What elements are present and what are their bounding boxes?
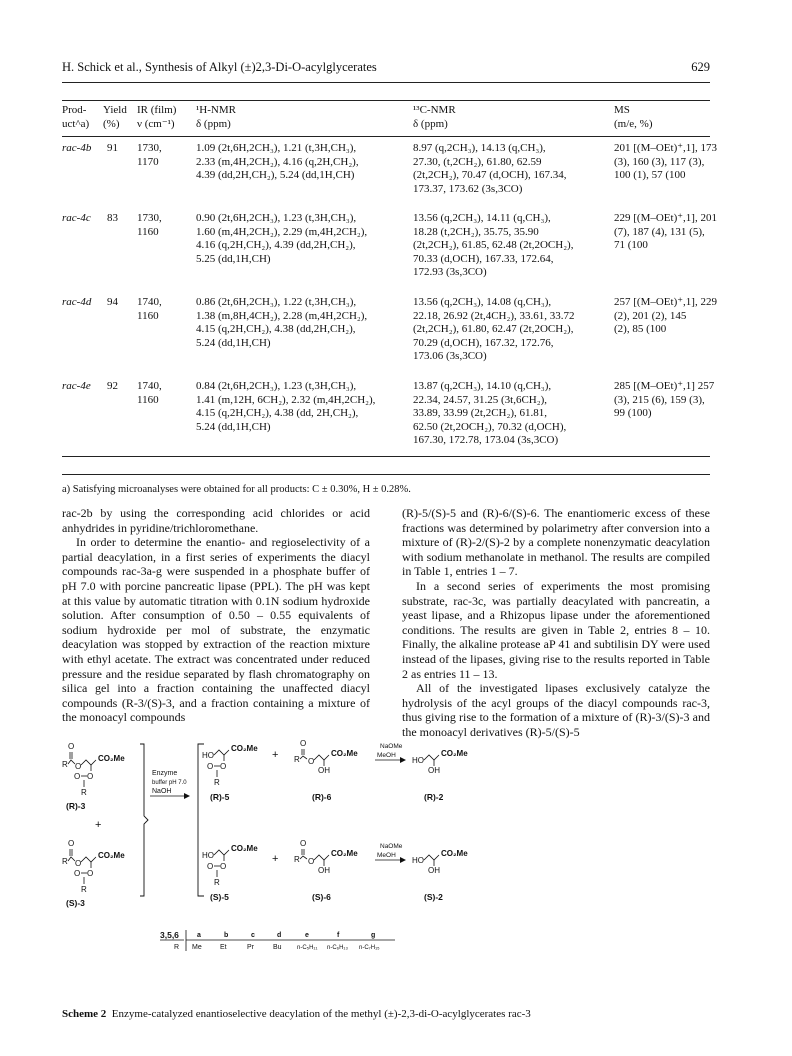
svg-text:R: R	[294, 855, 300, 864]
product-cell: rac-4d	[62, 296, 92, 308]
svg-text:+: +	[95, 819, 102, 831]
svg-text:HO: HO	[202, 851, 214, 860]
substituent-key	[160, 930, 395, 951]
arrow-head	[400, 857, 406, 863]
header-ms: MS (m/e, %)	[614, 104, 653, 130]
svg-text:n-C₆H₁₃: n-C₆H₁₃	[327, 945, 348, 951]
ms-cell: 257 [(M–OEt)⁺,1], 229 (2), 201 (2), 145 (2), 85 (100	[614, 296, 717, 335]
body-column-right	[402, 506, 710, 740]
svg-text:NaOH: NaOH	[152, 788, 172, 795]
svg-text:O: O	[68, 742, 75, 751]
svg-text:CO₂Me: CO₂Me	[441, 749, 468, 758]
svg-text:3,5,6: 3,5,6	[160, 930, 179, 940]
table-bottom-rule	[62, 456, 710, 457]
svg-text:MeOH: MeOH	[377, 752, 396, 759]
svg-text:Pr: Pr	[247, 944, 254, 951]
header-cnmr: ¹³C-NMR δ (ppm)	[413, 104, 456, 130]
cnmr-cell: 8.97 (q,2CH₃), 14.13 (q,CH₃), 27.30, (t,2CH₂), 61.80, 62.59 (2t,2CH₂), 70.47 (d,OCH), 167.34, 173.37, 173.62 (3s,3CO)	[413, 142, 567, 195]
header-ir: IR (film) ν (cm⁻¹)	[137, 104, 177, 130]
scheme-caption	[62, 1008, 531, 1020]
hnmr-cell: 0.90 (2t,6H,2CH₃), 1.23 (t,3H,CH₃), 1.60 (m,4H,2CH₂), 2.29 (m,4H,2CH₂), 4.16 (q,2H,CH₂), 4.39 (dd,2H,CH₂), 5.25 (dd,1H,CH)	[196, 212, 368, 265]
svg-text:NaOMe: NaOMe	[380, 743, 403, 750]
svg-text:OH: OH	[428, 866, 440, 875]
cnmr-cell: 13.56 (q,2CH₃), 14.08 (q,CH₃), 22.18, 26.92 (2t,4CH₂), 33.61, 33.72 (2t,2CH₂), 61.80, 62.47 (2t,2OCH₂), 70.29 (d,OCH), 167.32, 172.76, 173.06 (3s,3CO)	[413, 296, 575, 362]
ir-cell: 1740, 1160	[137, 296, 162, 322]
svg-text:NaOMe: NaOMe	[380, 843, 403, 850]
svg-text:CO₂Me: CO₂Me	[331, 749, 358, 758]
running-header	[62, 60, 710, 78]
compound-s5	[202, 844, 258, 902]
svg-text:CO₂Me: CO₂Me	[231, 844, 258, 853]
svg-text:O: O	[207, 862, 214, 871]
svg-text:+: +	[272, 749, 279, 761]
reaction-scheme	[62, 740, 582, 1005]
svg-text:O: O	[300, 839, 307, 848]
product-cell: rac-4c	[62, 212, 91, 224]
svg-text:buffer pH 7.0: buffer pH 7.0	[152, 780, 187, 786]
svg-text:O: O	[68, 839, 75, 848]
svg-text:O: O	[87, 869, 94, 878]
svg-text:Bu: Bu	[273, 944, 282, 951]
paragraph: All of the investigated lipases exclusively catalyze the hydrolysis of the acyl groups of the diacyl compounds rac-3, thus giving rise to the formation of a mixture of (R)-3/(S)-3 and the monoacyl derivatives (R)-5/(S)-5	[402, 681, 710, 739]
svg-text:R: R	[214, 778, 220, 787]
svg-text:CO₂Me: CO₂Me	[441, 849, 468, 858]
svg-text:R: R	[214, 878, 220, 887]
svg-text:CO₂Me: CO₂Me	[98, 851, 125, 860]
svg-text:f: f	[337, 932, 340, 939]
svg-text:CO₂Me: CO₂Me	[331, 849, 358, 858]
compound-s2	[412, 849, 468, 902]
svg-text:R: R	[62, 857, 68, 866]
label-s5: (S)-5	[210, 892, 229, 902]
ir-cell: 1740, 1160	[137, 380, 162, 406]
yield-cell: 83	[107, 212, 118, 224]
svg-text:+: +	[272, 853, 279, 865]
svg-text:Me: Me	[192, 944, 202, 951]
svg-text:O: O	[308, 857, 315, 866]
table-header-rule	[62, 136, 710, 137]
svg-text:g: g	[371, 932, 376, 939]
left-brace	[140, 744, 148, 896]
label-s6: (S)-6	[312, 892, 331, 902]
caption-text: Enzyme-catalyzed enantioselective deacylation of the methyl (±)-2,3-di-O-acylglycerates rac-3	[111, 1008, 531, 1020]
label-r3: (R)-3	[66, 801, 86, 811]
svg-text:O: O	[87, 772, 94, 781]
caption-label: Scheme 2	[62, 1008, 107, 1020]
header-hnmr: ¹H-NMR δ (ppm)	[196, 104, 236, 130]
table-footnote: a) Satisfying microanalyses were obtained for all products: C ± 0.30%, H ± 0.28%.	[62, 484, 411, 495]
svg-text:c: c	[251, 932, 255, 939]
compound-r5	[202, 744, 258, 802]
page-number: 629	[691, 60, 710, 74]
ms-cell: 201 [(M–OEt)⁺,1], 173 (3), 160 (3), 117 (3), 100 (1), 57 (100	[614, 142, 717, 181]
compound-r3	[62, 742, 125, 811]
label-r2: (R)-2	[424, 792, 444, 802]
paragraph: (R)-5/(S)-5 and (R)-6/(S)-6. The enantiomeric excess of these fractions was determined by polarimetry after conversion into a mixture of (R)-2/(S)-2 by a complete nonenzymatic deacylation with sodium methanolate in methanol. The results are compiled in Table 1, entries 1 – 7.	[402, 506, 710, 579]
header-product: Prod- uct^a)	[62, 104, 90, 130]
svg-text:e: e	[305, 932, 309, 939]
yield-cell: 94	[107, 296, 118, 308]
compound-s3	[62, 839, 125, 908]
right-bracket	[198, 744, 204, 896]
compound-s6	[294, 839, 358, 902]
product-cell: rac-4b	[62, 142, 92, 154]
svg-text:R: R	[294, 755, 300, 764]
compound-r6	[294, 740, 358, 802]
label-r6: (R)-6	[312, 792, 332, 802]
svg-text:MeOH: MeOH	[377, 852, 396, 859]
svg-text:O: O	[75, 859, 82, 868]
svg-text:HO: HO	[412, 756, 424, 765]
header-yield: Yield (%)	[103, 104, 127, 130]
cnmr-cell: 13.87 (q,2CH₃), 14.10 (q,CH₃), 22.34, 24.57, 31.25 (3t,6CH₂), 33.89, 33.99 (2t,2CH₂), 61.81, 62.50 (2t,2OCH₂), 70.32 (d,OCH), 167.30, 172.78, 173.04 (3s,3CO)	[413, 380, 567, 446]
header-rule	[62, 82, 710, 83]
svg-text:O: O	[308, 757, 315, 766]
svg-text:HO: HO	[202, 751, 214, 760]
running-title: H. Schick et al., Synthesis of Alkyl (±)2,3-Di-O-acylglycerates	[62, 60, 377, 74]
ms-cell: 285 [(M–OEt)⁺,1] 257 (3), 215 (6), 159 (3), 99 (100)	[614, 380, 715, 419]
hnmr-cell: 0.84 (2t,6H,2CH₃), 1.23 (t,3H,CH₃), 1.41 (m,12H, 6CH₂), 2.32 (m,4H,2CH₂), 4.15 (q,2H,CH₂), 4.38 (dd, 2H,CH₂), 5.24 (dd,1H,CH)	[196, 380, 376, 433]
paragraph: In a second series of experiments the most promising substrate, rac-3c, was partially deacylated with pancreatin, a yeast lipase, and a Rhizopus lipase under the aforementioned conditions. The results are given in Table 2, entries 8 – 10. Finally, the alkaline protease aP 41 and subtilisin DY were used instead of the lipases, giving rise to the results reported in Table 2 as entries 11 – 13.	[402, 578, 710, 681]
paragraph: rac-2b by using the corresponding acid chlorides or acid anhydrides in pyridine/trichloromethane.	[62, 506, 370, 535]
svg-text:b: b	[224, 932, 229, 939]
svg-text:d: d	[277, 932, 282, 939]
ir-cell: 1730, 1160	[137, 212, 162, 238]
svg-text:R: R	[81, 885, 87, 894]
svg-text:CO₂Me: CO₂Me	[98, 754, 125, 763]
body-column-left	[62, 506, 370, 725]
paragraph: In order to determine the enantio- and regioselectivity of a partial deacylation, in a first series of experiments the diacyl compounds rac-3a-g were suspended in a phosphate buffer of pH 7.0 with porcine pancreatic lipase (PPL). The pH was kept at this value by automatic titration with 0.1N sodium hydroxide solution. After consumption of 0.50 – 0.55 equivalents of sodium hydroxide per mol of substrate, the enzymatic deacylation was stopped by extraction of the reaction mixture with ethyl acetate. The extract was concentrated under reduced pressure and the residue separated by flash chromatography on silica gel into a fraction containing the unaffected diacyl compounds (R-3/(S)-3, and a fraction containing a mixture of the monoacyl compounds	[62, 535, 370, 725]
ir-cell: 1730, 1170	[137, 142, 162, 168]
svg-text:OH: OH	[318, 766, 330, 775]
svg-text:O: O	[220, 862, 227, 871]
svg-text:R: R	[174, 944, 180, 951]
arrow-head	[400, 757, 406, 763]
yield-cell: 92	[107, 380, 118, 392]
svg-text:Enzyme: Enzyme	[152, 770, 178, 777]
table-top-rule	[62, 100, 710, 101]
svg-text:Et: Et	[220, 944, 227, 951]
svg-text:O: O	[300, 740, 307, 748]
svg-text:R: R	[81, 788, 87, 797]
svg-text:CO₂Me: CO₂Me	[231, 744, 258, 753]
hnmr-cell: 0.86 (2t,6H,2CH₃), 1.22 (t,3H,CH₃), 1.38 (m,8H,4CH₂), 2.28 (m,4H,2CH₂), 4.15 (q,2H,CH₂), 4.38 (dd,2H,CH₂), 5.24 (dd,1H,CH)	[196, 296, 368, 349]
svg-text:HO: HO	[412, 856, 424, 865]
compound-r2	[412, 749, 468, 802]
svg-text:O: O	[74, 869, 81, 878]
svg-text:O: O	[207, 762, 214, 771]
ms-cell: 229 [(M–OEt)⁺,1], 201 (7), 187 (4), 131 (5), 71 (100	[614, 212, 717, 251]
yield-cell: 91	[107, 142, 118, 154]
svg-text:a: a	[197, 932, 201, 939]
label-s3: (S)-3	[66, 898, 85, 908]
hnmr-cell: 1.09 (2t,6H,2CH₃), 1.21 (t,3H,CH₃), 2.33 (m,4H,2CH₂), 4.16 (q,2H,CH₂), 4.39 (dd,2H,CH₂), 5.24 (dd,1H,CH)	[196, 142, 359, 181]
svg-text:n-C₇H₁₅: n-C₇H₁₅	[359, 945, 380, 951]
svg-text:n-C₅H₁₁: n-C₅H₁₁	[297, 945, 318, 951]
svg-text:R: R	[62, 760, 68, 769]
svg-text:O: O	[74, 772, 81, 781]
footnote-rule	[62, 474, 710, 475]
svg-text:O: O	[75, 762, 82, 771]
arrow-head	[184, 793, 190, 799]
label-s2: (S)-2	[424, 892, 443, 902]
product-cell: rac-4e	[62, 380, 91, 392]
cnmr-cell: 13.56 (q,2CH₃), 14.11 (q,CH₃), 18.28 (t,2CH₂), 35.75, 35.90 (2t,2CH₂), 61.85, 62.48 (2t,2OCH₂), 70.33 (d,OCH), 167.33, 172.64, 172.93 (3s,3CO)	[413, 212, 574, 278]
svg-text:O: O	[220, 762, 227, 771]
svg-text:OH: OH	[428, 766, 440, 775]
label-r5: (R)-5	[210, 792, 230, 802]
svg-text:OH: OH	[318, 866, 330, 875]
